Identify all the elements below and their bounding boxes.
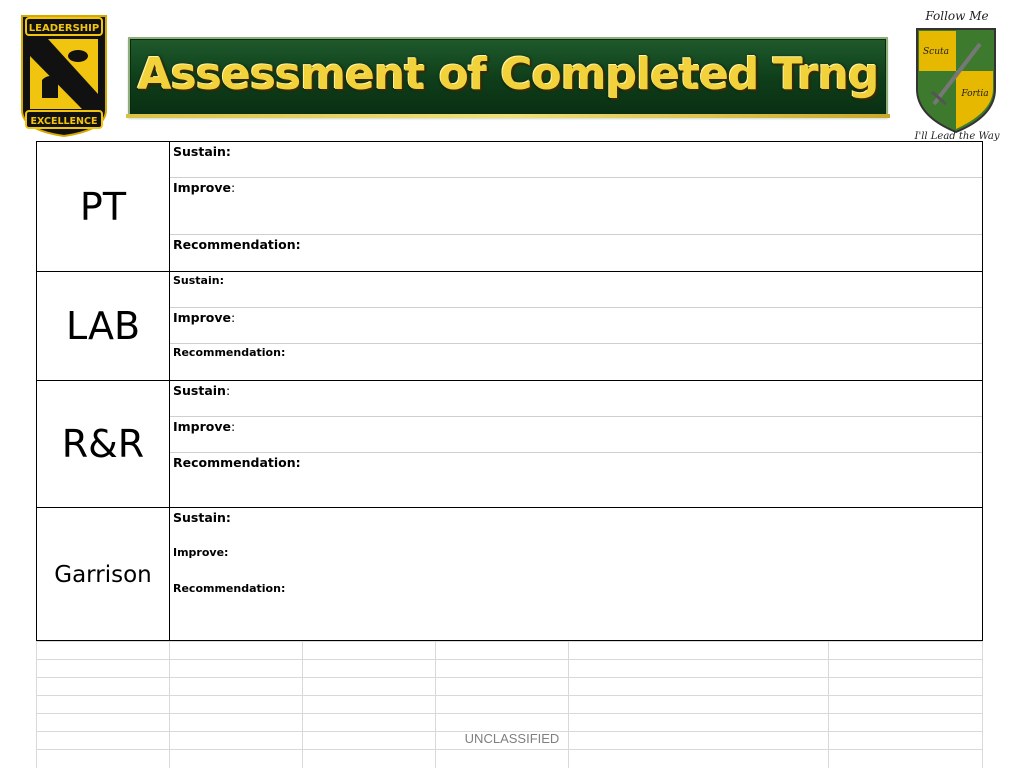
recommendation-label: Recommendation:: [173, 237, 301, 252]
logo-motto-bottom: I'll Lead the Way: [914, 131, 1000, 142]
recommendation-field[interactable]: [170, 344, 982, 380]
recommendation-label: Recommendation:: [173, 455, 301, 470]
section-label: R&R: [37, 381, 170, 507]
logo-top-text: LEADERSHIP: [28, 23, 100, 34]
improve-colon: :: [231, 180, 236, 195]
improve-label: Improve: [173, 419, 232, 434]
recommendation-field[interactable]: [170, 235, 982, 271]
banner-underline: [126, 114, 890, 118]
section-pt: [37, 142, 982, 272]
sustain-colon: :: [225, 383, 231, 398]
leadership-excellence-logo: [18, 12, 110, 138]
title-banner: [128, 37, 888, 117]
improve-label: Improve: [173, 180, 232, 195]
sustain-label: Sustain:: [173, 510, 231, 525]
recommendation-label: Recommendation:: [173, 346, 286, 359]
sustain-field[interactable]: [170, 142, 982, 178]
improve-field[interactable]: [170, 544, 982, 580]
sustain-field[interactable]: [170, 272, 982, 308]
sustain-field[interactable]: [170, 381, 982, 417]
sustain-label: Sustain: [173, 383, 226, 398]
sustain-label: Sustain:: [173, 274, 224, 287]
section-fields: [170, 508, 982, 641]
improve-colon: :: [231, 419, 236, 434]
improve-field[interactable]: [170, 308, 982, 344]
logo-bottom-text: EXCELLENCE: [30, 116, 98, 127]
sustain-label: Sustain:: [173, 144, 231, 159]
improve-field[interactable]: [170, 417, 982, 453]
background-grid: [36, 641, 983, 768]
section-label: Garrison: [37, 508, 170, 641]
sustain-field[interactable]: [170, 508, 982, 544]
recommendation-field[interactable]: [170, 580, 982, 640]
recommendation-label: Recommendation:: [173, 582, 286, 595]
section-rr: [37, 381, 982, 508]
section-fields: [170, 381, 982, 507]
improve-colon: :: [231, 310, 236, 325]
improve-label: Improve: [173, 310, 232, 325]
section-label: LAB: [37, 272, 170, 380]
improve-label: Improve:: [173, 546, 229, 559]
section-lab: [37, 272, 982, 381]
logo-motto-top: Follow Me: [925, 9, 989, 23]
section-fields: [170, 142, 982, 271]
page-title: Assessment of Completed Trng: [137, 49, 879, 100]
logo-scuta: Scuta: [923, 47, 949, 57]
improve-field[interactable]: [170, 178, 982, 235]
classification-label: UNCLASSIFIED: [464, 731, 560, 746]
section-fields: [170, 272, 982, 380]
follow-me-logo: [902, 4, 1012, 144]
recommendation-field[interactable]: [170, 453, 982, 507]
section-label: PT: [37, 142, 170, 271]
logo-fortia: Fortia: [961, 89, 989, 99]
section-garrison: [37, 508, 982, 641]
assessment-table: [36, 141, 983, 641]
